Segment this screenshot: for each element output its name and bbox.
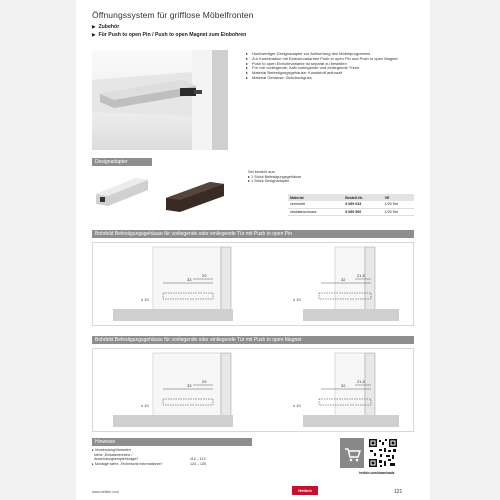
- footer-url[interactable]: www.hettich.com: [92, 490, 119, 494]
- section-bar-magnet: Bohrbild Befestigungsgehäuse für vorliegende oder einliegende Tür mit Push to open Magnet: [92, 336, 414, 344]
- table-row: obsidianschwarz 9 089 566 1/25 Set: [288, 208, 414, 215]
- catalog-page: [76, 0, 430, 500]
- dim-label: 21,5: [357, 273, 365, 278]
- dim-label: 32: [341, 277, 346, 282]
- feature-item: ▸ Material Befestigungsgehäuse: Kunststoff anthrazit: [246, 71, 406, 76]
- shop-cart-icon[interactable]: [340, 438, 364, 468]
- note-line: ▸ Montage siehe „Technische Informationen" 124 – 126: [92, 461, 206, 466]
- notes-body: [92, 446, 252, 466]
- adapter-photos: [92, 170, 242, 230]
- dim-label: 33: [187, 277, 192, 282]
- feature-item: ▸ Für voll vorliegende, halb vorliegende und einliegende Türen: [246, 66, 406, 71]
- set-item: ▸ 1 Stück Befestigungsgehäuse: [248, 174, 302, 179]
- table-header-order-no: Bestell-Nr.: [343, 194, 382, 201]
- drilling-drawing-pin: [92, 242, 414, 326]
- section-bar-designadapter: Designadapter: [92, 158, 152, 166]
- brand-logo: Hettich: [292, 486, 318, 495]
- table-row: vernickelt 9 089 633 1/25 Set: [288, 201, 414, 208]
- arrow-right-icon: ▶: [92, 24, 96, 29]
- feature-item: ▸ Hochwertiger Designadapter zur Aufwertung des Möbelprogramms: [246, 52, 406, 57]
- note-line: Anwendungsempfehlungen" 112 – 113: [94, 457, 206, 462]
- section-bar-hinweise: Hinweise: [92, 438, 252, 446]
- arrow-right-icon: ▶: [92, 32, 96, 37]
- section-bar-pin: Bohrbild Befestigungsgehäuse für vorliegende oder einliegende Tür mit Push to open Pin: [92, 230, 414, 238]
- qr-caption: hettich.com/downloads: [359, 471, 395, 475]
- set-item: ▸ 1 Stück Designadapter: [248, 179, 290, 184]
- dim-label: 29: [202, 273, 207, 278]
- feature-list: [246, 52, 406, 81]
- page-number: 121: [394, 489, 403, 495]
- product-photo: [92, 50, 228, 150]
- note-line: ▸ Verwendung/Varianten: [92, 448, 131, 452]
- page-title: Öffnungssystem für grifflose Möbelfronten: [92, 10, 254, 20]
- subtitle-accessory: ▶ Zubehör: [92, 24, 120, 30]
- qr-code-icon[interactable]: [368, 438, 398, 468]
- dim-label: 29: [202, 379, 207, 384]
- set-intro: Set besteht aus:: [248, 170, 276, 174]
- feature-item: ▸ Zur Kombination mit Einbohrvarianten Push to open Pin und Push to open Magnet: [246, 57, 406, 62]
- note-line: siehe „Einsatzbereiche /: [94, 452, 133, 457]
- drilling-drawing-magnet: [92, 348, 414, 432]
- order-table: [288, 194, 414, 216]
- subtitle-products: ▶ Für Push to open Pin / Push to open Magnet zum Einbohren: [92, 32, 247, 38]
- table-header-ve: VE: [383, 194, 414, 201]
- set-contents: [248, 170, 301, 184]
- dim-label: ≥ 10: [293, 403, 301, 408]
- dim-label: 33: [187, 383, 192, 388]
- notes-section: [92, 438, 252, 466]
- dim-label: ≥ 10: [141, 403, 149, 408]
- dim-label: 21,5: [357, 379, 365, 384]
- table-header-material: Material: [288, 194, 343, 201]
- feature-item: ▸ Material Gehäuse: Zinkdruckguss: [246, 76, 406, 81]
- dim-label: 32: [341, 383, 346, 388]
- dim-label: ≥ 10: [141, 297, 149, 302]
- dim-label: ≥ 10: [293, 297, 301, 302]
- feature-item: ▸ Push to open Einbohrvariante ist separat zu bestellen: [246, 62, 406, 67]
